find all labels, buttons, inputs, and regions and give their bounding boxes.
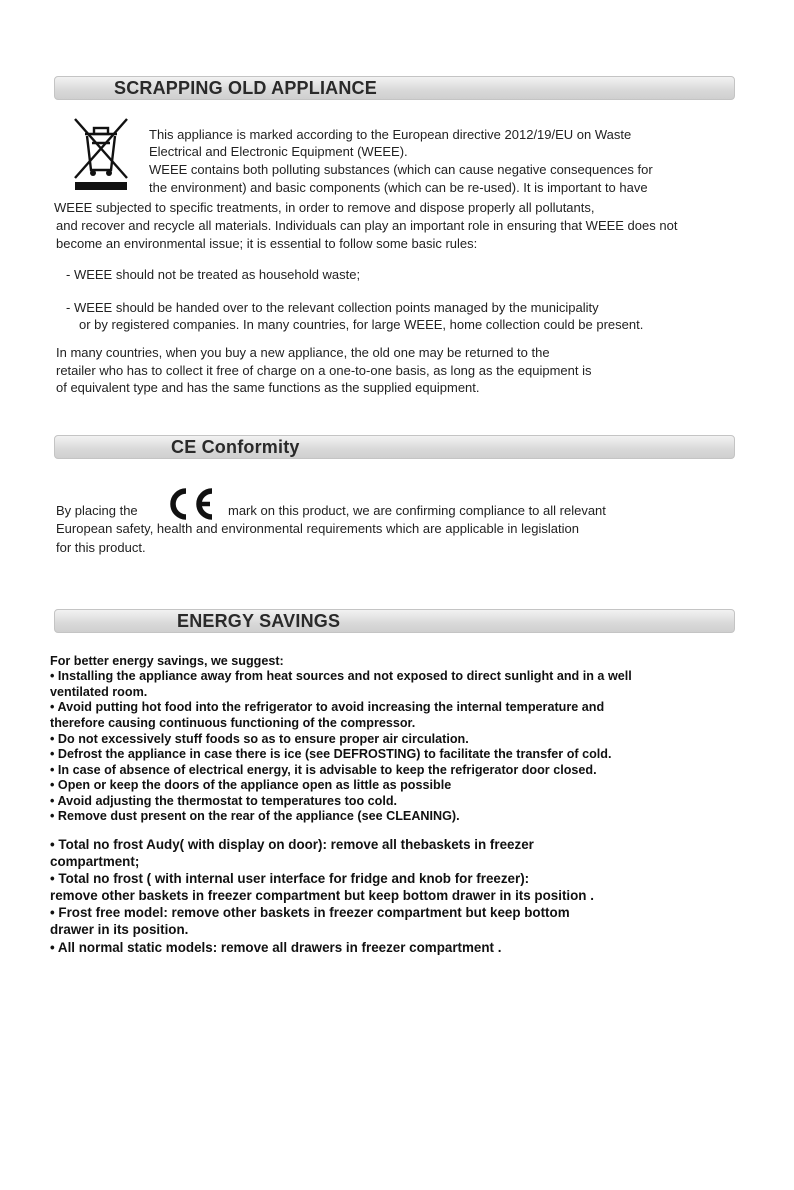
weee-crossed-bin-icon: [72, 116, 130, 196]
energy-tip-line-3: ventilated room.: [50, 685, 148, 699]
rule-household-waste: - WEEE should not be treated as household waste;: [66, 267, 361, 282]
section-header-scrapping: [54, 76, 735, 100]
rule-collection-points-line-2: or by registered companies. In many countries, for large WEEE, home collection could be present.: [79, 317, 644, 332]
energy-tip-line-9: • Open or keep the doors of the appliance open as little as possible: [50, 778, 452, 792]
return-policy-line-1: In many countries, when you buy a new appliance, the old one may be returned to the: [56, 345, 550, 360]
ce-mark-icon: [166, 486, 218, 522]
scrapping-intro-line-2: Electrical and Electronic Equipment (WEEE).: [149, 144, 408, 159]
rule-collection-points-line-1: - WEEE should be handed over to the relevant collection points managed by the municipality: [66, 300, 599, 315]
energy-tip-line-8: • In case of absence of electrical energy, it is advisable to keep the refrigerator door closed.: [50, 763, 597, 777]
section-title: SCRAPPING OLD APPLIANCE: [114, 78, 377, 98]
ce-line-1-end: mark on this product, we are confirming compliance to all relevant: [228, 503, 606, 518]
energy-model-line-1: • Total no frost Audy( with display on door): remove all thebaskets in freezer: [50, 837, 534, 852]
scrapping-intro-line-3: WEEE contains both polluting substances (which can cause negative consequences for: [149, 162, 653, 177]
scrapping-intro-line-1: This appliance is marked according to the European directive 2012/19/EU on Waste: [149, 127, 632, 142]
section-header-ce: [54, 435, 735, 459]
return-policy-line-3: of equivalent type and has the same functions as the supplied equipment.: [56, 380, 480, 395]
energy-tip-line-2: • Installing the appliance away from heat sources and not exposed to direct sunlight and in a well: [50, 669, 632, 683]
scrapping-body-line-3: become an environmental issue; it is essential to follow some basic rules:: [56, 236, 478, 251]
energy-model-line-5: • Frost free model: remove other baskets in freezer compartment but keep bottom: [50, 905, 570, 920]
ce-line-1-start: By placing the: [56, 503, 138, 518]
energy-tip-line-7: • Defrost the appliance in case there is ice (see DEFROSTING) to facilitate the transfer of cold.: [50, 747, 612, 761]
section-title: ENERGY SAVINGS: [177, 611, 341, 631]
section-title: CE Conformity: [171, 437, 300, 457]
scrapping-intro-line-4: the environment) and basic components (which can be re-used). It is important to have: [149, 180, 648, 195]
energy-tip-line-4: • Avoid putting hot food into the refrigerator to avoid increasing the internal temperature and: [50, 700, 605, 714]
section-header-energy: [54, 609, 735, 633]
energy-model-line-3: • Total no frost ( with internal user interface for fridge and knob for freezer):: [50, 871, 530, 886]
energy-tip-line-1: For better energy savings, we suggest:: [50, 654, 284, 668]
energy-tip-line-10: • Avoid adjusting the thermostat to temperatures too cold.: [50, 794, 398, 808]
ce-line-2: European safety, health and environmental requirements which are applicable in legislation: [56, 521, 579, 536]
energy-model-line-6: drawer in its position.: [50, 922, 189, 937]
energy-tip-line-5: therefore causing continuous functioning of the compressor.: [50, 716, 416, 730]
energy-model-line-2: compartment;: [50, 854, 140, 869]
ce-line-3: for this product.: [56, 540, 146, 555]
return-policy-line-2: retailer who has to collect it free of charge on a one-to-one basis, as long as the equipment is: [56, 363, 592, 378]
energy-model-line-4: remove other baskets in freezer compartment but keep bottom drawer in its position .: [50, 888, 594, 903]
scrapping-body-line-2: and recover and recycle all materials. Individuals can play an important role in ensuring that WEEE does not: [56, 218, 678, 233]
energy-tip-line-6: • Do not excessively stuff foods so as to ensure proper air circulation.: [50, 732, 469, 746]
energy-tip-line-11: • Remove dust present on the rear of the appliance (see CLEANING).: [50, 809, 460, 823]
scrapping-body-line-1: WEEE subjected to specific treatments, in order to remove and dispose properly all pollutants,: [54, 200, 595, 215]
energy-model-line-7: • All normal static models: remove all drawers in freezer compartment .: [50, 940, 502, 955]
